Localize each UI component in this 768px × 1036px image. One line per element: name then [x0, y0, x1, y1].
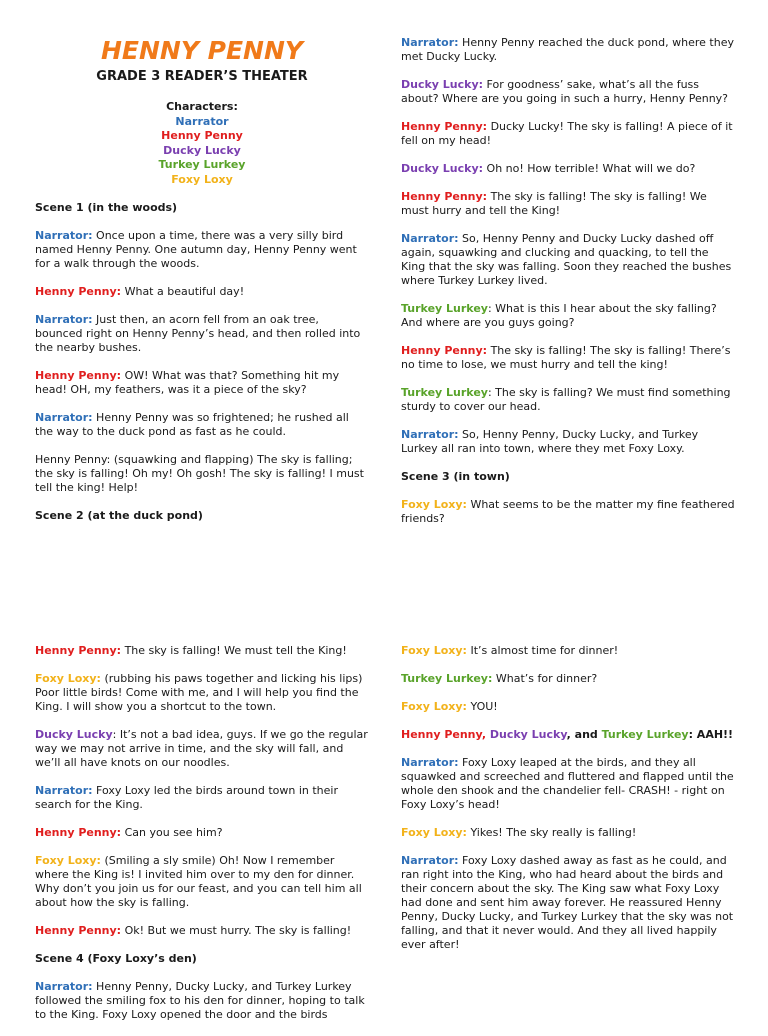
speaker-name: Henny Penny, [401, 728, 487, 741]
script-line [401, 498, 735, 526]
speaker-name: Narrator: [35, 313, 93, 326]
script-line [401, 232, 735, 288]
speaker-name: Ducky Lucky: [401, 78, 484, 91]
speaker-name: Ducky Lucky [35, 728, 113, 741]
script-line [401, 36, 735, 64]
speaker-name: Henny Penny: [35, 285, 122, 298]
speaker-name: Henny Penny: [35, 924, 122, 937]
dialogue-text: Foxy Loxy dashed away as fast as he could, and ran right into the King, who had heard about the birds and their concern about the sky. The King saw what Foxy Loxy had done and sent him away forever. He reassured Henny Penny, Ducky Lucky, and Turkey Lurkey that the sky was not falling, and that it never would. And they all lived happily ever after! [401, 854, 734, 951]
dialogue-text: Henny Penny reached the duck pond, where they met Ducky Lucky. [401, 36, 734, 63]
script-line [35, 644, 369, 658]
speaker-name: Narrator: [35, 229, 93, 242]
dialogue-text: What a beautiful day! [121, 285, 245, 298]
character-list [35, 100, 369, 187]
speaker-name: Ducky Lucky [489, 728, 567, 741]
speaker-name: Narrator: [35, 784, 93, 797]
speaker-name: Henny Penny: [35, 644, 122, 657]
dialogue-text: OW! What was that? Something hit my head! OH, my feathers, was it a piece of the sky? [35, 369, 340, 396]
scene-heading: Scene 2 (at the duck pond) [35, 509, 203, 522]
script-line [401, 428, 735, 456]
speaker-name: Henny Penny: [401, 120, 488, 133]
dialogue-text: Just then, an acorn fell from an oak tree, bounced right on Henny Penny’s head, and then rolled into the nearby bushes. [35, 313, 361, 354]
scene-heading: Scene 1 (in the woods) [35, 201, 178, 214]
dialogue-text: It’s almost time for dinner! [466, 644, 619, 657]
dialogue-text: Henny Penny, Ducky Lucky, and Turkey Lurkey followed the smiling fox to his den for dinner, hoping to talk to the King. Foxy Loxy opened the door and the birds [35, 980, 365, 1021]
dialogue-text: Can you see him? [121, 826, 223, 839]
script-block-top-right [401, 36, 735, 526]
dialogue-text: Yikes! The sky really is falling! [466, 826, 637, 839]
speaker-name: Ducky Lucky: [401, 162, 484, 175]
speaker-name: Narrator: [401, 232, 459, 245]
dialogue-text: So, Henny Penny and Ducky Lucky dashed off again, squawking and clucking and quacking, to tell the King that the sky was falling. Soon they reached the bushes where Turkey Lurkey lived. [401, 232, 732, 287]
script-line [35, 672, 369, 714]
speaker-name: Turkey Lurkey: [401, 672, 493, 685]
script-line [35, 369, 369, 397]
dialogue-text: Foxy Loxy led the birds around town in their search for the King. [35, 784, 338, 811]
dialogue-text: , and [566, 728, 602, 741]
dialogue-text: What’s for dinner? [492, 672, 598, 685]
dialogue-text: : AAH!! [688, 728, 734, 741]
script-line [35, 229, 369, 271]
speaker-name: Foxy Loxy: [35, 854, 101, 867]
speaker-name: Henny Penny: [401, 190, 488, 203]
dialogue-text: The sky is falling! The sky is falling! We must hurry and tell the King! [401, 190, 707, 217]
speaker-name: Turkey Lurkey [401, 386, 488, 399]
dialogue-text: What seems to be the matter my fine feathered friends? [401, 498, 735, 525]
speaker-name: Narrator: [35, 411, 93, 424]
page-title: HENNY PENNY [100, 36, 303, 65]
script-line [401, 826, 735, 840]
column-bottom-left [35, 644, 369, 1036]
dialogue-text: Oh no! How terrible! What will we do? [483, 162, 696, 175]
dialogue-text: : The sky is falling? We must find something sturdy to cover our head. [401, 386, 731, 413]
script-block-bottom-right [401, 644, 735, 952]
script-line [35, 826, 369, 840]
script-block-top-left [35, 201, 369, 523]
speaker-name: Turkey Lurkey [401, 302, 488, 315]
dialogue-text: Once upon a time, there was a very silly bird named Henny Penny. One autumn day, Henny Penny went for a walk through the woods. [35, 229, 357, 270]
script-line [35, 980, 369, 1022]
speaker-name: Narrator: [401, 756, 459, 769]
scene-heading: Scene 4 (Foxy Loxy’s den) [35, 952, 197, 965]
dialogue-text: For goodness’ sake, what’s all the fuss about? Where are you going in such a hurry, Henny Penny? [401, 78, 729, 105]
speaker-name: Henny Penny: [401, 344, 488, 357]
dialogue-text: The sky is falling! We must tell the King! [121, 644, 347, 657]
dialogue-text: : What is this I hear about the sky falling? And where are you guys going? [401, 302, 717, 329]
script-line [401, 756, 735, 812]
column-top-left [35, 36, 369, 537]
script-line [401, 190, 735, 218]
script-line [35, 728, 369, 770]
speaker-name: Narrator: [401, 428, 459, 441]
speaker-name: Turkey Lurkey [601, 728, 689, 741]
dialogue-text: Henny Penny was so frightened; he rushed all the way to the duck pond as fast as he could. [35, 411, 349, 438]
dialogue-text: (rubbing his paws together and licking his lips) Poor little birds! Come with me, and I will help you find the King. I will show you a shortcut to the town. [35, 672, 363, 713]
script-line [35, 411, 369, 439]
dialogue-text: The sky is falling! The sky is falling! There’s no time to lose, we must hurry and tell the king! [401, 344, 731, 371]
script-line [401, 78, 735, 106]
script-line [35, 784, 369, 812]
speaker-name: Henny Penny: [35, 826, 122, 839]
speaker-name: Foxy Loxy: [401, 826, 467, 839]
speaker-name: Narrator: [35, 980, 93, 993]
dialogue-text: Foxy Loxy leaped at the birds, and they all squawked and screeched and fluttered and flapped until the whole den shook and the chandelier fell- CRASH! - right on Foxy Loxy’s head! [401, 756, 734, 811]
dialogue-text: (Smiling a sly smile) Oh! Now I remember where the King is! I invited him over to my den for dinner. Why don’t you join us for our feast, and you can tell him all about how the sky is falling. [35, 854, 362, 909]
script-line [401, 302, 735, 330]
character-narrator: Narrator [175, 114, 229, 128]
script-line [401, 344, 735, 372]
character-foxy-loxy: Foxy Loxy [171, 172, 233, 186]
characters-heading: Characters: [166, 100, 238, 113]
column-top-right [401, 36, 735, 540]
speaker-name: Narrator: [401, 854, 459, 867]
dialogue-text: So, Henny Penny, Ducky Lucky, and Turkey Lurkey all ran into town, where they met Foxy Loxy. [401, 428, 699, 455]
dialogue-text: Ok! But we must hurry. The sky is falling! [121, 924, 352, 937]
speaker-name: Foxy Loxy: [35, 672, 101, 685]
script-line [401, 700, 735, 714]
speaker-name: Foxy Loxy: [401, 700, 467, 713]
speaker-name: Henny Penny: [35, 369, 122, 382]
character-turkey-lurkey: Turkey Lurkey [158, 158, 246, 171]
script-line [401, 162, 735, 176]
script-line-group [401, 728, 735, 742]
script-line [401, 386, 735, 414]
speaker-name: Foxy Loxy: [401, 644, 467, 657]
column-bottom-right [401, 644, 735, 966]
script-line: Henny Penny: (squawking and flapping) The sky is falling; the sky is falling! Oh my! Oh gosh! The sky is falling! I must tell the king! Help! [35, 453, 364, 494]
dialogue-text: Ducky Lucky! The sky is falling! A piece of it fell on my head! [401, 120, 733, 147]
script-block-bottom-left [35, 644, 369, 1022]
script-line [35, 285, 369, 299]
dialogue-text: : It’s not a bad idea, guys. If we go the regular way we may not arrive in time, and the sky will fall, and we’ll all have knots on our noodles. [35, 728, 368, 769]
script-line [35, 854, 369, 910]
dialogue-text: YOU! [466, 700, 498, 713]
script-line [35, 924, 369, 938]
script-line [401, 644, 735, 658]
speaker-name: Narrator: [401, 36, 459, 49]
page-subtitle: GRADE 3 READER’S THEATER [96, 69, 308, 84]
speaker-name: Foxy Loxy: [401, 498, 467, 511]
script-line [35, 313, 369, 355]
script-line [401, 672, 735, 686]
script-line [401, 120, 735, 148]
character-henny-penny: Henny Penny [161, 129, 243, 142]
script-line [401, 854, 735, 952]
scene-heading: Scene 3 (in town) [401, 470, 510, 483]
character-ducky-lucky: Ducky Lucky [163, 143, 241, 157]
